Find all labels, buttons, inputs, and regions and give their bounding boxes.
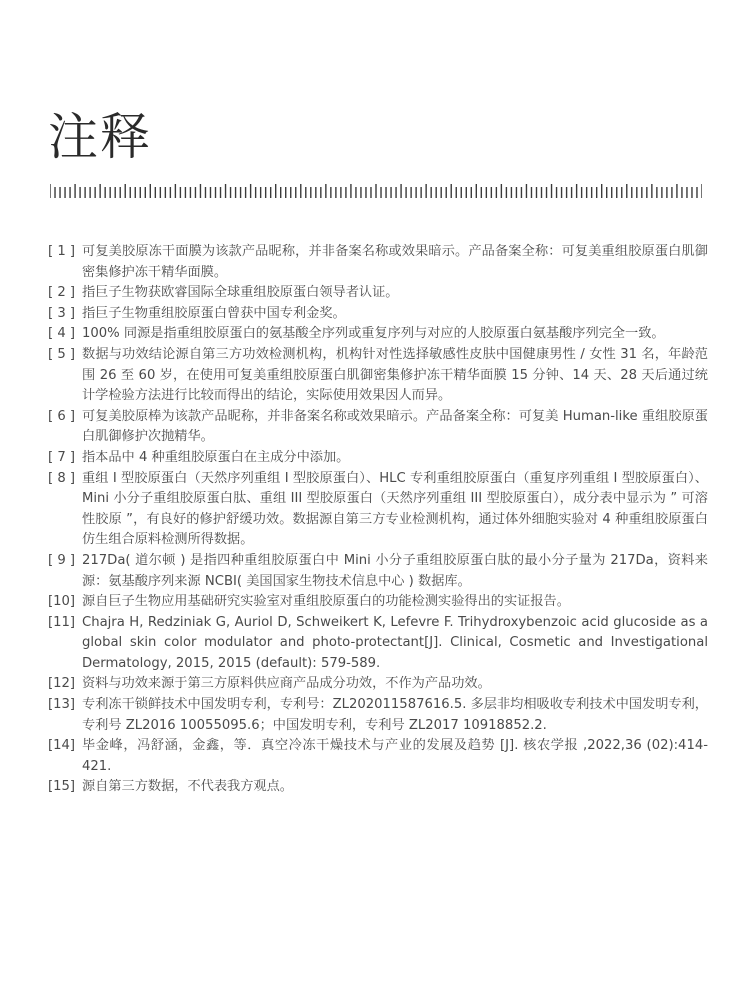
note-number: [ 7 ] bbox=[48, 449, 76, 465]
note-item bbox=[48, 345, 708, 407]
note-item bbox=[48, 592, 708, 613]
note-text: 重组 I 型胶原蛋白（天然序列重组 I 型胶原蛋白）、HLC 专利重组胶原蛋白（重复序列重组 I 型胶原蛋白）、Mini 小分子重组胶原蛋白肽、重组 III 型胶原蛋白（天然序列重组 III 型胶原蛋白），成分表中显示为 ” 可溶性胶原 ”，有良好的修护舒缓功效。数据源自第三方专业检测机构，通过体外细胞实验对 4 种重组胶原蛋白仿生组合原料检测所得数据。 bbox=[82, 470, 708, 548]
note-number: [12] bbox=[48, 676, 76, 692]
note-number: [ 4 ] bbox=[48, 326, 76, 342]
note-item bbox=[48, 407, 708, 448]
note-text: Chajra H, Redziniak G, Auriol D, Schweikert K, Lefevre F. Trihydroxybenzoic acid glucoside as a global skin color modulator and photo-protectant[J]. Clinical, Cosmetic and Investigational Dermatology, 2015, 2015 (default): 579-589. bbox=[82, 614, 708, 671]
note-item bbox=[48, 469, 708, 551]
page-title: 注释 bbox=[48, 108, 152, 166]
note-number: [15] bbox=[48, 779, 76, 795]
note-text: 217Da( 道尔顿 ) 是指四种重组胶原蛋白中 Mini 小分子重组胶原蛋白肽的最小分子量为 217Da，资料来源：氨基酸序列来源 NCBI( 美国国家生物技术信息中心 ) 数据库。 bbox=[82, 552, 708, 589]
note-number: [ 1 ] bbox=[48, 244, 76, 259]
note-number: [ 5 ] bbox=[48, 346, 76, 362]
note-item bbox=[48, 448, 708, 469]
note-item bbox=[48, 613, 708, 675]
note-text: 资料与功效来源于第三方原料供应商产品成分功效，不作为产品功效。 bbox=[82, 676, 491, 692]
note-number: [14] bbox=[48, 738, 76, 754]
note-number: [10] bbox=[48, 594, 76, 610]
note-item bbox=[48, 283, 708, 304]
note-text: 可复美胶原冻干面膜为该款产品昵称，并非备案名称或效果暗示。产品备案全称：可复美重组胶原蛋白肌御密集修护冻干精华面膜。 bbox=[82, 244, 708, 280]
note-text: 毕金峰，冯舒涵，金鑫，等．真空冷冻干燥技术与产业的发展及趋势 [J]. 核农学报 ,2022,36 (02):414-421. bbox=[82, 738, 708, 774]
note-text: 指巨子生物获欧睿国际全球重组胶原蛋白领导者认证。 bbox=[82, 285, 399, 301]
note-number: [11] bbox=[48, 614, 76, 630]
note-text: 专利冻干锁鲜技术中国发明专利，专利号：ZL202011587616.5. 多层非均相吸收专利技术中国发明专利，专利号 ZL2016 10055095.6；中国发明专利，专利号 ZL2017 10918852.2. bbox=[82, 697, 708, 733]
note-number: [ 6 ] bbox=[48, 408, 76, 424]
note-item bbox=[48, 736, 708, 777]
note-text: 指本品中 4 种重组胶原蛋白在主成分中添加。 bbox=[82, 449, 350, 465]
note-text: 可复美胶原棒为该款产品昵称，并非备案名称或效果暗示。产品备案全称：可复美 Human-like 重组胶原蛋白肌御修护次抛精华。 bbox=[82, 408, 708, 445]
note-item bbox=[48, 695, 708, 736]
note-number: [ 9 ] bbox=[48, 552, 76, 568]
note-number: [ 8 ] bbox=[48, 470, 76, 486]
note-item bbox=[48, 551, 708, 592]
note-number: [13] bbox=[48, 697, 76, 713]
notes-list bbox=[48, 242, 708, 798]
note-number: [ 2 ] bbox=[48, 285, 76, 301]
note-text: 源自巨子生物应用基础研究实验室对重组胶原蛋白的功能检测实验得出的实证报告。 bbox=[82, 594, 570, 610]
note-text: 数据与功效结论源自第三方功效检测机构，机构针对性选择敏感性皮肤中国健康男性 / 女性 31 名，年龄范围 26 至 60 岁，在使用可复美重组胶原蛋白肌御密集修护冻干精华面膜 15 分钟、14 天、28 天后通过统计学检验方法进行比较而得出的结论，实际使用效果因人而异。 bbox=[82, 346, 708, 404]
note-text: 100% 同源是指重组胶原蛋白的氨基酸全序列或重复序列与对应的人胶原蛋白氨基酸序列完全一致。 bbox=[82, 326, 665, 342]
note-text: 指巨子生物重组胶原蛋白曾获中国专利金奖。 bbox=[82, 305, 346, 321]
ruler-divider bbox=[50, 182, 702, 202]
note-item bbox=[48, 674, 708, 695]
note-number: [ 3 ] bbox=[48, 305, 76, 321]
note-item bbox=[48, 242, 708, 283]
note-text: 源自第三方数据，不代表我方观点。 bbox=[82, 779, 293, 795]
note-item bbox=[48, 777, 708, 798]
note-item bbox=[48, 304, 708, 325]
note-item bbox=[48, 324, 708, 345]
